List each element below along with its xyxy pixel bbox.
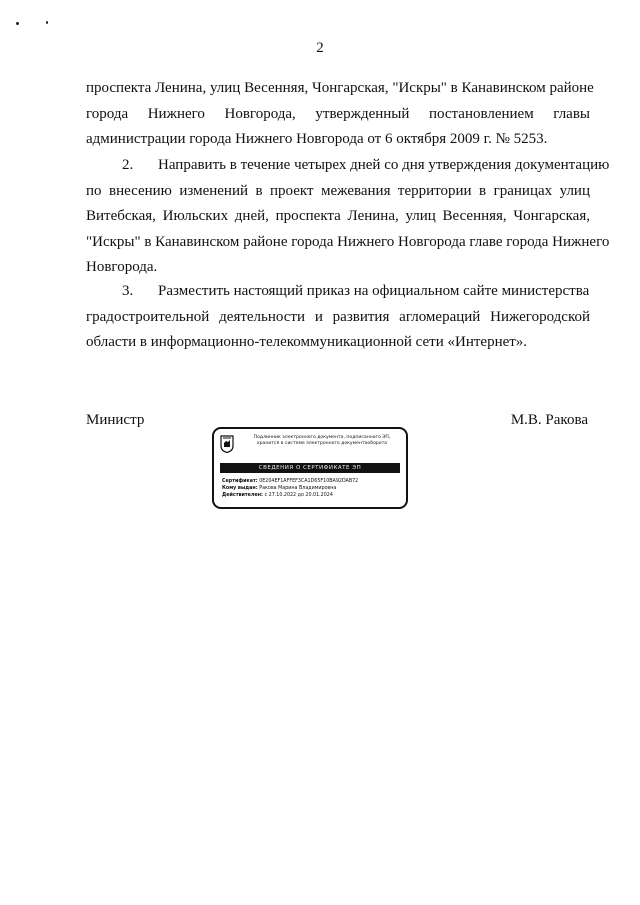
stamp-issued-value: Ракова Марина Владимировна: [259, 486, 337, 491]
paragraph-2-number: 2.: [122, 157, 134, 173]
stamp-issued-row: [222, 485, 358, 492]
stamp-valid-row: [222, 492, 358, 499]
paragraph-2-line-2: по внесению изменений в проект межевания территории в границах улиц: [86, 182, 590, 199]
paragraph-3-line-3: области в информационно-телекоммуникационной сети «Интернет».: [86, 334, 528, 351]
stamp-certificate-info: [222, 478, 358, 499]
signatory-name: М.В. Ракова: [510, 412, 588, 428]
paragraph-1-line-3: администрации города Нижнего Новгорода от 6 октября 2009 г. № 5253.: [86, 131, 548, 148]
stamp-valid-value: с 27.10.2022 до 20.01.2024: [264, 493, 333, 498]
paragraph-2-line-4: "Искры" в Канавинском районе города Нижнего Новгорода главе города Нижнего: [86, 233, 610, 250]
paragraph-2-line-5: Новгорода.: [86, 259, 158, 276]
stamp-cert-row: [222, 478, 358, 485]
stamp-certificate-title: СВЕДЕНИЯ О СЕРТИФИКАТЕ ЭП: [220, 463, 400, 473]
stamp-header-line-2: хранится в системе электронного документооборота: [256, 441, 388, 446]
paragraph-3-line-2: градостроительной деятельности и развития агломераций Нижегородской: [86, 308, 590, 325]
paragraph-1-line-1: проспекта Ленина, улиц Весенняя, Чонгарская, "Искры" в Канавинском районе: [86, 80, 594, 96]
stamp-issued-label: Кому выдан:: [222, 486, 258, 491]
paragraph-2-line-3: Витебская, Июльских дней, проспекта Ленина, улиц Весенняя, Чонгарская,: [86, 208, 590, 225]
stamp-valid-label: Действителен:: [222, 493, 263, 498]
paragraph-2-line-1: [86, 153, 610, 179]
paragraph-3: [86, 279, 590, 356]
stamp-cert-label: Сертификат:: [222, 479, 258, 484]
e-signature-stamp: [212, 427, 408, 509]
stamp-header-line-1: Подлинник электронного документа, подписанного ЭП,: [253, 435, 391, 440]
signatory-position: Министр: [86, 412, 145, 428]
paragraph-3-number: 3.: [122, 283, 134, 299]
paragraph-3-line-1: [86, 279, 590, 305]
paragraph-2-line-1-text: Направить в течение четырех дней со дня утверждения документацию: [158, 157, 610, 173]
stamp-cert-value: 0E204EF1AFFEF3CA1D65F10BA92DAB72: [259, 479, 359, 484]
paragraph-3-line-1-text: Разместить настоящий приказ на официальном сайте министерства: [158, 283, 590, 299]
paragraph-1: [86, 76, 594, 153]
page-number: 2: [316, 40, 324, 56]
paragraph-1-line-2: города Нижнего Новгорода, утвержденный постановлением главы: [86, 105, 590, 122]
scan-speck: [46, 21, 48, 24]
stamp-header: [238, 435, 406, 447]
scan-speck: [16, 22, 19, 25]
coat-of-arms-icon: [220, 435, 234, 453]
paragraph-2: [86, 153, 610, 281]
